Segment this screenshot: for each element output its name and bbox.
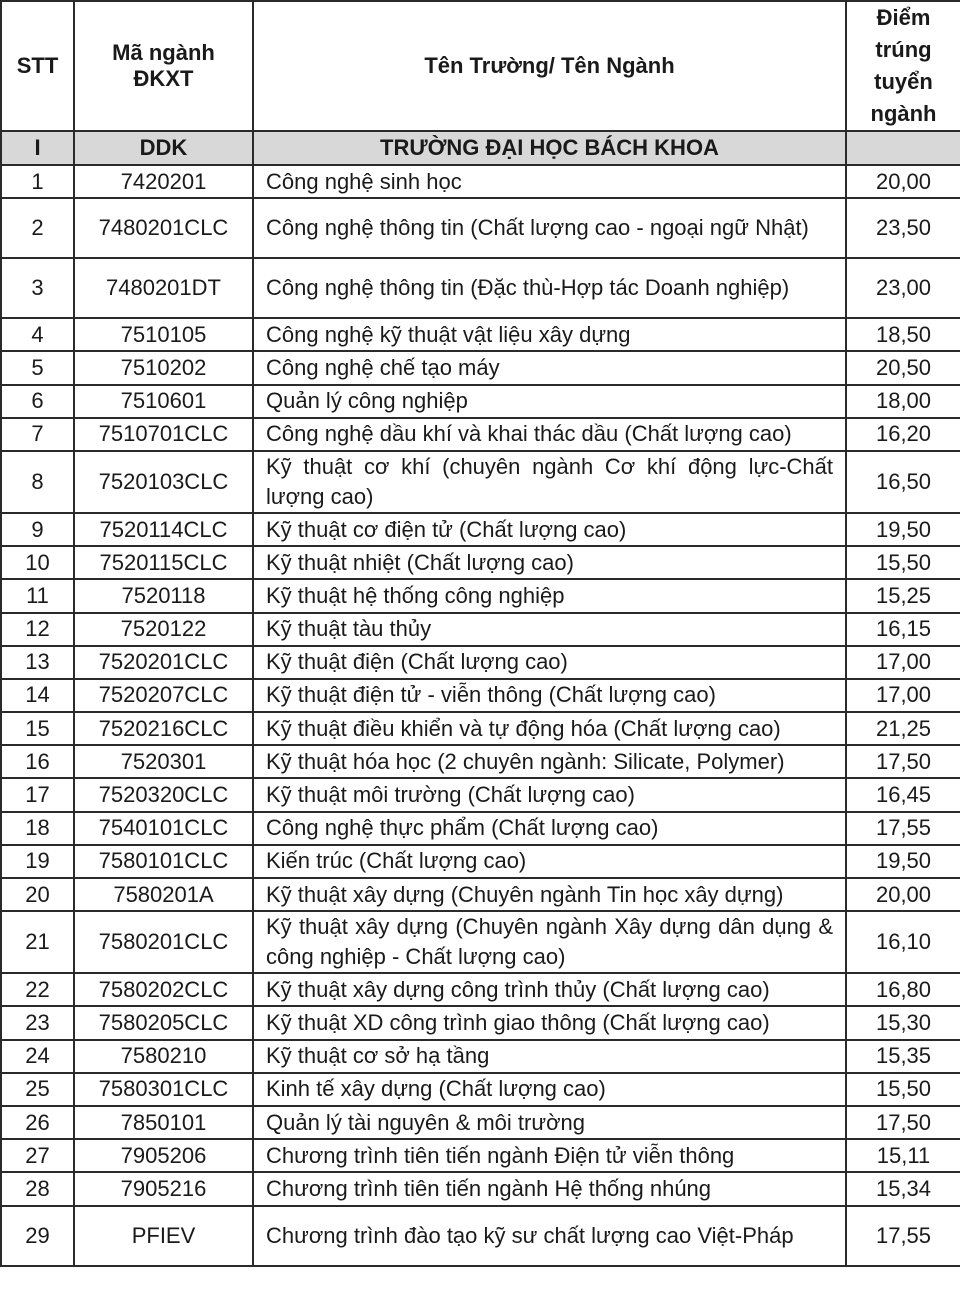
table-row <box>1 546 960 579</box>
table-row <box>1 812 960 845</box>
table-row <box>1 1006 960 1039</box>
row-stt: 10 <box>1 546 74 579</box>
row-name: Kỹ thuật hóa học (2 chuyên ngành: Silicate, Polymer) <box>253 745 846 778</box>
table-row <box>1 451 960 513</box>
table-row <box>1 165 960 198</box>
row-score: 17,55 <box>846 812 960 845</box>
row-code: PFIEV <box>74 1206 253 1266</box>
row-name: Kỹ thuật xây dựng (Chuyên ngành Tin học xây dựng) <box>253 878 846 911</box>
row-stt: 19 <box>1 845 74 878</box>
table-row <box>1 845 960 878</box>
row-stt: 1 <box>1 165 74 198</box>
row-stt: 3 <box>1 258 74 318</box>
row-name: Kỹ thuật hệ thống công nghiệp <box>253 579 846 612</box>
row-code: 7520216CLC <box>74 712 253 745</box>
row-score: 18,50 <box>846 318 960 351</box>
row-code: 7480201CLC <box>74 198 253 258</box>
table-row <box>1 613 960 646</box>
row-code: 7850101 <box>74 1106 253 1139</box>
row-score: 20,00 <box>846 165 960 198</box>
header-name: Tên Trường/ Tên Ngành <box>253 1 846 131</box>
header-row <box>1 1 960 131</box>
row-name: Kỹ thuật cơ sở hạ tầng <box>253 1040 846 1073</box>
row-score: 15,50 <box>846 546 960 579</box>
row-score: 16,80 <box>846 973 960 1006</box>
row-stt: 15 <box>1 712 74 745</box>
section-row <box>1 131 960 165</box>
row-code: 7510105 <box>74 318 253 351</box>
row-code: 7510701CLC <box>74 418 253 451</box>
row-name: Chương trình đào tạo kỹ sư chất lượng cao Việt-Pháp <box>253 1206 846 1266</box>
row-stt: 11 <box>1 579 74 612</box>
table-row <box>1 351 960 384</box>
table-row <box>1 973 960 1006</box>
header-score: Điểm trúng tuyển ngành <box>846 1 960 131</box>
row-code: 7520207CLC <box>74 679 253 712</box>
row-name: Kỹ thuật XD công trình giao thông (Chất lượng cao) <box>253 1006 846 1039</box>
row-name: Kiến trúc (Chất lượng cao) <box>253 845 846 878</box>
row-score: 18,00 <box>846 385 960 418</box>
table-row <box>1 418 960 451</box>
row-code: 7480201DT <box>74 258 253 318</box>
row-name: Công nghệ kỹ thuật vật liệu xây dựng <box>253 318 846 351</box>
table-row <box>1 679 960 712</box>
row-stt: 6 <box>1 385 74 418</box>
row-name: Công nghệ dầu khí và khai thác dầu (Chất lượng cao) <box>253 418 846 451</box>
row-stt: 8 <box>1 451 74 513</box>
row-name: Công nghệ chế tạo máy <box>253 351 846 384</box>
table-row <box>1 318 960 351</box>
row-stt: 21 <box>1 911 74 973</box>
row-score: 16,15 <box>846 613 960 646</box>
row-code: 7580101CLC <box>74 845 253 878</box>
row-score: 16,20 <box>846 418 960 451</box>
row-score: 15,11 <box>846 1139 960 1172</box>
row-score: 17,50 <box>846 745 960 778</box>
row-name: Kỹ thuật môi trường (Chất lượng cao) <box>253 778 846 811</box>
row-score: 15,34 <box>846 1172 960 1205</box>
row-code: 7520115CLC <box>74 546 253 579</box>
row-code: 7520114CLC <box>74 513 253 546</box>
row-name: Kỹ thuật nhiệt (Chất lượng cao) <box>253 546 846 579</box>
row-stt: 26 <box>1 1106 74 1139</box>
table-row <box>1 745 960 778</box>
row-stt: 23 <box>1 1006 74 1039</box>
row-name: Quản lý tài nguyên & môi trường <box>253 1106 846 1139</box>
table-row <box>1 911 960 973</box>
row-stt: 12 <box>1 613 74 646</box>
row-name: Kỹ thuật điện (Chất lượng cao) <box>253 646 846 679</box>
row-score: 20,00 <box>846 878 960 911</box>
row-stt: 29 <box>1 1206 74 1266</box>
table-row <box>1 258 960 318</box>
row-code: 7580205CLC <box>74 1006 253 1039</box>
row-score: 21,25 <box>846 712 960 745</box>
row-code: 7510202 <box>74 351 253 384</box>
row-score: 19,50 <box>846 845 960 878</box>
row-code: 7520122 <box>74 613 253 646</box>
row-score: 15,30 <box>846 1006 960 1039</box>
table-row <box>1 878 960 911</box>
row-stt: 20 <box>1 878 74 911</box>
row-stt: 4 <box>1 318 74 351</box>
table-row <box>1 1139 960 1172</box>
table-row <box>1 1206 960 1266</box>
row-code: 7520320CLC <box>74 778 253 811</box>
row-code: 7580201A <box>74 878 253 911</box>
row-name: Công nghệ thông tin (Đặc thù-Hợp tác Doanh nghiệp) <box>253 258 846 318</box>
row-score: 16,10 <box>846 911 960 973</box>
row-stt: 9 <box>1 513 74 546</box>
row-code: 7520301 <box>74 745 253 778</box>
row-code: 7420201 <box>74 165 253 198</box>
table-row <box>1 646 960 679</box>
row-code: 7580201CLC <box>74 911 253 973</box>
table-row <box>1 513 960 546</box>
row-code: 7580301CLC <box>74 1073 253 1106</box>
row-score: 17,00 <box>846 646 960 679</box>
row-name: Chương trình tiên tiến ngành Điện tử viễn thông <box>253 1139 846 1172</box>
row-code: 7510601 <box>74 385 253 418</box>
section-score <box>846 131 960 165</box>
row-score: 16,45 <box>846 778 960 811</box>
row-score: 19,50 <box>846 513 960 546</box>
row-name: Chương trình tiên tiến ngành Hệ thống nhúng <box>253 1172 846 1205</box>
row-stt: 18 <box>1 812 74 845</box>
table-row <box>1 1106 960 1139</box>
row-stt: 5 <box>1 351 74 384</box>
table-body <box>1 131 960 1266</box>
row-stt: 24 <box>1 1040 74 1073</box>
row-stt: 13 <box>1 646 74 679</box>
section-name: TRƯỜNG ĐẠI HỌC BÁCH KHOA <box>253 131 846 165</box>
row-score: 23,50 <box>846 198 960 258</box>
row-name: Kỹ thuật cơ khí (chuyên ngành Cơ khí động lực-Chất lượng cao) <box>253 451 846 513</box>
row-name: Công nghệ thông tin (Chất lượng cao - ngoại ngữ Nhật) <box>253 198 846 258</box>
row-code: 7540101CLC <box>74 812 253 845</box>
row-code: 7580210 <box>74 1040 253 1073</box>
row-name: Quản lý công nghiệp <box>253 385 846 418</box>
row-code: 7905206 <box>74 1139 253 1172</box>
row-name: Công nghệ thực phẩm (Chất lượng cao) <box>253 812 846 845</box>
row-name: Kỹ thuật cơ điện tử (Chất lượng cao) <box>253 513 846 546</box>
table-row <box>1 1073 960 1106</box>
row-code: 7520103CLC <box>74 451 253 513</box>
table-row <box>1 778 960 811</box>
row-stt: 16 <box>1 745 74 778</box>
table-row <box>1 712 960 745</box>
row-name: Kinh tế xây dựng (Chất lượng cao) <box>253 1073 846 1106</box>
row-score: 17,50 <box>846 1106 960 1139</box>
row-score: 16,50 <box>846 451 960 513</box>
row-name: Kỹ thuật điện tử - viễn thông (Chất lượng cao) <box>253 679 846 712</box>
section-code: DDK <box>74 131 253 165</box>
table-row <box>1 385 960 418</box>
row-name: Kỹ thuật tàu thủy <box>253 613 846 646</box>
row-code: 7905216 <box>74 1172 253 1205</box>
row-score: 17,55 <box>846 1206 960 1266</box>
row-stt: 14 <box>1 679 74 712</box>
header-stt: STT <box>1 1 74 131</box>
row-name: Kỹ thuật xây dựng công trình thủy (Chất lượng cao) <box>253 973 846 1006</box>
table-row <box>1 1040 960 1073</box>
row-score: 20,50 <box>846 351 960 384</box>
row-stt: 25 <box>1 1073 74 1106</box>
row-name: Công nghệ sinh học <box>253 165 846 198</box>
row-stt: 7 <box>1 418 74 451</box>
section-stt: I <box>1 131 74 165</box>
row-stt: 27 <box>1 1139 74 1172</box>
header-code: Mã ngành ĐKXT <box>74 1 253 131</box>
row-score: 17,00 <box>846 679 960 712</box>
row-name: Kỹ thuật xây dựng (Chuyên ngành Xây dựng dân dụng & công nghiệp - Chất lượng cao) <box>253 911 846 973</box>
row-name: Kỹ thuật điều khiển và tự động hóa (Chất lượng cao) <box>253 712 846 745</box>
row-score: 15,25 <box>846 579 960 612</box>
row-code: 7520201CLC <box>74 646 253 679</box>
row-score: 23,00 <box>846 258 960 318</box>
row-code: 7520118 <box>74 579 253 612</box>
row-code: 7580202CLC <box>74 973 253 1006</box>
row-stt: 22 <box>1 973 74 1006</box>
table-row <box>1 1172 960 1205</box>
table-row <box>1 579 960 612</box>
row-stt: 17 <box>1 778 74 811</box>
table-row <box>1 198 960 258</box>
row-score: 15,35 <box>846 1040 960 1073</box>
row-stt: 2 <box>1 198 74 258</box>
row-stt: 28 <box>1 1172 74 1205</box>
row-score: 15,50 <box>846 1073 960 1106</box>
